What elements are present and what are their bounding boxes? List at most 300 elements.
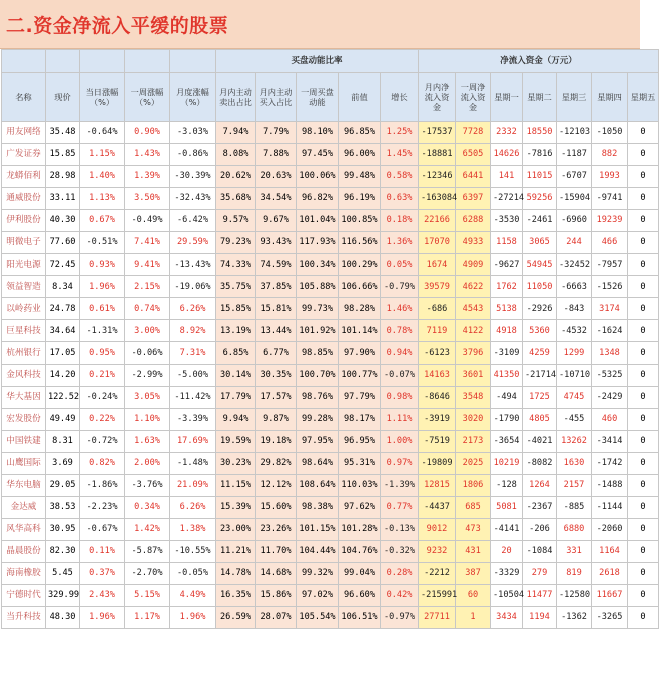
cell-week-change: 3.00% xyxy=(125,320,170,342)
cell-tue: -2926 xyxy=(523,298,557,320)
cell-week-change: -3.76% xyxy=(125,474,170,496)
cell-month-sell: 14.78% xyxy=(216,562,256,584)
table-row xyxy=(2,562,659,584)
cell-mon: 1158 xyxy=(491,232,523,254)
cell-week-buy-power: 100.34% xyxy=(297,254,339,276)
cell-price: 49.49 xyxy=(46,408,80,430)
table-row xyxy=(2,607,659,629)
cell-month-change: 21.09% xyxy=(170,474,216,496)
cell-tue: 54945 xyxy=(523,254,557,276)
cell-month-change: 7.31% xyxy=(170,342,216,364)
table-row xyxy=(2,342,659,364)
cell-thu: 3174 xyxy=(592,298,628,320)
cell-tue: -206 xyxy=(523,518,557,540)
cell-mon: 141 xyxy=(491,166,523,188)
table-row xyxy=(2,122,659,144)
cell-mon: 1762 xyxy=(491,276,523,298)
cell-week-buy-power: 97.95% xyxy=(297,430,339,452)
cell-name: 巨星科技 xyxy=(2,320,46,342)
cell-month-change: -1.48% xyxy=(170,452,216,474)
cell-prev-value: 95.31% xyxy=(339,452,381,474)
cell-month-change: 1.96% xyxy=(170,607,216,629)
cell-month-change: -32.43% xyxy=(170,188,216,210)
cell-fri: 0 xyxy=(628,607,659,629)
table-row xyxy=(2,166,659,188)
cell-mon: 14626 xyxy=(491,144,523,166)
cell-name: 明微电子 xyxy=(2,232,46,254)
cell-name: 当升科技 xyxy=(2,607,46,629)
cell-week-change: 1.17% xyxy=(125,607,170,629)
cell-thu: 1348 xyxy=(592,342,628,364)
cell-name: 华东电脑 xyxy=(2,474,46,496)
cell-thu: 466 xyxy=(592,232,628,254)
cell-name: 晶晨股份 xyxy=(2,540,46,562)
cell-tue: 1264 xyxy=(523,474,557,496)
cell-price: 30.95 xyxy=(46,518,80,540)
cell-month-sell: 9.57% xyxy=(216,210,256,232)
cell-fri: 0 xyxy=(628,276,659,298)
cell-growth: -0.79% xyxy=(381,276,419,298)
cell-name: 山鹰国际 xyxy=(2,452,46,474)
cell-growth: 0.58% xyxy=(381,166,419,188)
cell-prev-value: 96.95% xyxy=(339,430,381,452)
cell-fri: 0 xyxy=(628,474,659,496)
cell-month-sell: 35.75% xyxy=(216,276,256,298)
cell-month-inflow: -3919 xyxy=(419,408,456,430)
cell-month-inflow: 9012 xyxy=(419,518,456,540)
cell-month-sell: 19.59% xyxy=(216,430,256,452)
cell-price: 17.05 xyxy=(46,342,80,364)
cell-thu: -2429 xyxy=(592,386,628,408)
cell-month-inflow: -12346 xyxy=(419,166,456,188)
cell-thu: -1526 xyxy=(592,276,628,298)
cell-month-change: -19.06% xyxy=(170,276,216,298)
cell-month-inflow: -215991 xyxy=(419,584,456,606)
cell-price: 35.48 xyxy=(46,122,80,144)
cell-month-sell: 15.85% xyxy=(216,298,256,320)
cell-thu: -1624 xyxy=(592,320,628,342)
cell-month-change: -0.86% xyxy=(170,144,216,166)
cell-day-change: -0.64% xyxy=(80,122,125,144)
cell-thu: 11667 xyxy=(592,584,628,606)
cell-tue: -4021 xyxy=(523,430,557,452)
cell-month-buy: 13.44% xyxy=(256,320,297,342)
cell-tue: 279 xyxy=(523,562,557,584)
cell-week-change: 5.15% xyxy=(125,584,170,606)
cell-month-buy: 9.87% xyxy=(256,408,297,430)
cell-thu: 2618 xyxy=(592,562,628,584)
cell-day-change: 1.96% xyxy=(80,276,125,298)
cell-month-inflow: 39579 xyxy=(419,276,456,298)
cell-month-inflow: -6123 xyxy=(419,342,456,364)
cell-tue: 18550 xyxy=(523,122,557,144)
cell-tue: 4805 xyxy=(523,408,557,430)
cell-prev-value: 101.14% xyxy=(339,320,381,342)
col-fri: 星期五 xyxy=(628,73,659,122)
cell-fri: 0 xyxy=(628,122,659,144)
cell-week-change: 1.63% xyxy=(125,430,170,452)
cell-fri: 0 xyxy=(628,430,659,452)
cell-thu: -1144 xyxy=(592,496,628,518)
cell-price: 38.53 xyxy=(46,496,80,518)
table-row xyxy=(2,408,659,430)
cell-thu: 19239 xyxy=(592,210,628,232)
cell-week-buy-power: 98.38% xyxy=(297,496,339,518)
cell-week-change: 0.34% xyxy=(125,496,170,518)
header-row-groups xyxy=(2,50,659,73)
cell-week-change: 2.00% xyxy=(125,452,170,474)
cell-day-change: 0.61% xyxy=(80,298,125,320)
cell-month-buy: 12.12% xyxy=(256,474,297,496)
cell-month-buy: 11.70% xyxy=(256,540,297,562)
col-month-buy: 月内主动买入占比 xyxy=(256,73,297,122)
cell-price: 14.20 xyxy=(46,364,80,386)
cell-month-sell: 11.21% xyxy=(216,540,256,562)
cell-month-change: 1.38% xyxy=(170,518,216,540)
cell-month-change: 6.26% xyxy=(170,496,216,518)
cell-price: 77.60 xyxy=(46,232,80,254)
cell-day-change: 1.40% xyxy=(80,166,125,188)
cell-thu: -7957 xyxy=(592,254,628,276)
cell-month-sell: 15.39% xyxy=(216,496,256,518)
cell-week-buy-power: 100.06% xyxy=(297,166,339,188)
cell-prev-value: 100.29% xyxy=(339,254,381,276)
cell-month-change: -30.39% xyxy=(170,166,216,188)
cell-growth: -1.39% xyxy=(381,474,419,496)
cell-month-buy: 30.35% xyxy=(256,364,297,386)
cell-growth: 0.42% xyxy=(381,584,419,606)
cell-wed: -455 xyxy=(557,408,592,430)
stock-table xyxy=(1,49,659,629)
cell-growth: 0.78% xyxy=(381,320,419,342)
cell-month-inflow: 9232 xyxy=(419,540,456,562)
cell-month-sell: 20.62% xyxy=(216,166,256,188)
cell-wed: -6960 xyxy=(557,210,592,232)
cell-wed: -843 xyxy=(557,298,592,320)
cell-mon: 20 xyxy=(491,540,523,562)
cell-week-inflow: 4122 xyxy=(456,320,491,342)
cell-wed: -32452 xyxy=(557,254,592,276)
cell-mon: 5138 xyxy=(491,298,523,320)
cell-month-sell: 35.68% xyxy=(216,188,256,210)
cell-month-buy: 19.18% xyxy=(256,430,297,452)
table-row xyxy=(2,452,659,474)
cell-month-buy: 17.57% xyxy=(256,386,297,408)
cell-month-sell: 9.94% xyxy=(216,408,256,430)
col-wed: 星期三 xyxy=(557,73,592,122)
cell-mon: -10504 xyxy=(491,584,523,606)
cell-tue: 1725 xyxy=(523,386,557,408)
table-row xyxy=(2,496,659,518)
cell-month-inflow: -8646 xyxy=(419,386,456,408)
cell-tue: 4259 xyxy=(523,342,557,364)
cell-wed: 1299 xyxy=(557,342,592,364)
cell-growth: -0.13% xyxy=(381,518,419,540)
cell-tue: -2461 xyxy=(523,210,557,232)
cell-prev-value: 98.17% xyxy=(339,408,381,430)
cell-month-sell: 13.19% xyxy=(216,320,256,342)
cell-prev-value: 99.48% xyxy=(339,166,381,188)
cell-price: 24.78 xyxy=(46,298,80,320)
cell-month-inflow: -7519 xyxy=(419,430,456,452)
cell-wed: -15904 xyxy=(557,188,592,210)
cell-day-change: -0.24% xyxy=(80,386,125,408)
cell-month-buy: 7.79% xyxy=(256,122,297,144)
cell-fri: 0 xyxy=(628,364,659,386)
cell-fri: 0 xyxy=(628,232,659,254)
table-row xyxy=(2,430,659,452)
header-row-columns xyxy=(2,73,659,122)
cell-prev-value: 106.66% xyxy=(339,276,381,298)
cell-week-buy-power: 99.73% xyxy=(297,298,339,320)
cell-month-change: -3.39% xyxy=(170,408,216,430)
cell-prev-value: 100.77% xyxy=(339,364,381,386)
cell-week-change: 1.10% xyxy=(125,408,170,430)
cell-week-inflow: 3020 xyxy=(456,408,491,430)
col-week-buy-power: 一周买盘动能 xyxy=(297,73,339,122)
cell-month-change: 8.92% xyxy=(170,320,216,342)
cell-month-buy: 15.81% xyxy=(256,298,297,320)
cell-month-inflow: 12815 xyxy=(419,474,456,496)
cell-thu: -5325 xyxy=(592,364,628,386)
cell-week-change: -5.87% xyxy=(125,540,170,562)
cell-month-buy: 6.77% xyxy=(256,342,297,364)
cell-fri: 0 xyxy=(628,386,659,408)
cell-price: 122.52 xyxy=(46,386,80,408)
cell-day-change: 2.43% xyxy=(80,584,125,606)
cell-week-buy-power: 98.85% xyxy=(297,342,339,364)
cell-day-change: 0.82% xyxy=(80,452,125,474)
cell-thu: -1050 xyxy=(592,122,628,144)
cell-wed: -12580 xyxy=(557,584,592,606)
cell-growth: 0.94% xyxy=(381,342,419,364)
cell-month-sell: 26.59% xyxy=(216,607,256,629)
cell-month-sell: 7.94% xyxy=(216,122,256,144)
cell-week-change: 1.43% xyxy=(125,144,170,166)
cell-tue: -1084 xyxy=(523,540,557,562)
cell-wed: 2157 xyxy=(557,474,592,496)
cell-week-inflow: 6505 xyxy=(456,144,491,166)
cell-week-buy-power: 98.76% xyxy=(297,386,339,408)
cell-fri: 0 xyxy=(628,342,659,364)
cell-wed: 331 xyxy=(557,540,592,562)
cell-tue: 11477 xyxy=(523,584,557,606)
cell-wed: -1362 xyxy=(557,607,592,629)
cell-month-buy: 74.59% xyxy=(256,254,297,276)
cell-price: 28.98 xyxy=(46,166,80,188)
cell-month-buy: 7.88% xyxy=(256,144,297,166)
cell-prev-value: 100.85% xyxy=(339,210,381,232)
cell-week-inflow: 60 xyxy=(456,584,491,606)
cell-price: 29.05 xyxy=(46,474,80,496)
cell-mon: 5081 xyxy=(491,496,523,518)
cell-price: 5.45 xyxy=(46,562,80,584)
table-row xyxy=(2,298,659,320)
cell-day-change: -0.51% xyxy=(80,232,125,254)
cell-tue: -2367 xyxy=(523,496,557,518)
cell-month-change: -3.03% xyxy=(170,122,216,144)
col-month-sell: 月内主动卖出占比 xyxy=(216,73,256,122)
cell-week-change: 3.05% xyxy=(125,386,170,408)
cell-prev-value: 97.90% xyxy=(339,342,381,364)
cell-name: 中国铁建 xyxy=(2,430,46,452)
cell-day-change: 0.11% xyxy=(80,540,125,562)
cell-growth: 0.97% xyxy=(381,452,419,474)
cell-prev-value: 99.04% xyxy=(339,562,381,584)
cell-price: 82.30 xyxy=(46,540,80,562)
cell-month-change: -10.55% xyxy=(170,540,216,562)
cell-name: 风华高科 xyxy=(2,518,46,540)
cell-day-change: 0.67% xyxy=(80,210,125,232)
cell-month-sell: 23.00% xyxy=(216,518,256,540)
group-ratio-header: 买盘动能比率 xyxy=(216,50,419,73)
cell-name: 阳光电源 xyxy=(2,254,46,276)
cell-fri: 0 xyxy=(628,408,659,430)
cell-price: 34.64 xyxy=(46,320,80,342)
cell-mon: -494 xyxy=(491,386,523,408)
table-row xyxy=(2,320,659,342)
cell-name: 金达威 xyxy=(2,496,46,518)
cell-prev-value: 97.79% xyxy=(339,386,381,408)
cell-day-change: -1.31% xyxy=(80,320,125,342)
cell-month-buy: 15.86% xyxy=(256,584,297,606)
table-row xyxy=(2,210,659,232)
cell-fri: 0 xyxy=(628,298,659,320)
cell-tue: 3065 xyxy=(523,232,557,254)
cell-price: 40.30 xyxy=(46,210,80,232)
cell-prev-value: 116.56% xyxy=(339,232,381,254)
cell-growth: 1.25% xyxy=(381,122,419,144)
cell-prev-value: 110.03% xyxy=(339,474,381,496)
cell-thu: -9741 xyxy=(592,188,628,210)
cell-week-inflow: 7728 xyxy=(456,122,491,144)
cell-tue: 1194 xyxy=(523,607,557,629)
table-row xyxy=(2,584,659,606)
cell-fri: 0 xyxy=(628,254,659,276)
cell-month-change: -0.05% xyxy=(170,562,216,584)
cell-week-inflow: 473 xyxy=(456,518,491,540)
cell-day-change: 1.13% xyxy=(80,188,125,210)
cell-prev-value: 98.28% xyxy=(339,298,381,320)
cell-fri: 0 xyxy=(628,210,659,232)
cell-week-buy-power: 104.44% xyxy=(297,540,339,562)
cell-price: 48.30 xyxy=(46,607,80,629)
cell-month-inflow: 22166 xyxy=(419,210,456,232)
cell-day-change: 0.37% xyxy=(80,562,125,584)
cell-thu: -2060 xyxy=(592,518,628,540)
cell-wed: 6880 xyxy=(557,518,592,540)
cell-fri: 0 xyxy=(628,166,659,188)
cell-month-change: -6.42% xyxy=(170,210,216,232)
cell-month-inflow: 17070 xyxy=(419,232,456,254)
page-title: 二.资金净流入平缓的股票 xyxy=(6,15,229,37)
cell-month-sell: 17.79% xyxy=(216,386,256,408)
cell-month-inflow: -17537 xyxy=(419,122,456,144)
cell-growth: 0.28% xyxy=(381,562,419,584)
cell-fri: 0 xyxy=(628,144,659,166)
cell-mon: -1790 xyxy=(491,408,523,430)
cell-week-inflow: 1806 xyxy=(456,474,491,496)
cell-month-sell: 30.23% xyxy=(216,452,256,474)
cell-week-buy-power: 105.54% xyxy=(297,607,339,629)
cell-week-change: 7.41% xyxy=(125,232,170,254)
cell-week-buy-power: 97.02% xyxy=(297,584,339,606)
cell-prev-value: 96.00% xyxy=(339,144,381,166)
cell-week-buy-power: 100.70% xyxy=(297,364,339,386)
cell-month-inflow: 7119 xyxy=(419,320,456,342)
cell-growth: -0.07% xyxy=(381,364,419,386)
cell-prev-value: 97.62% xyxy=(339,496,381,518)
cell-fri: 0 xyxy=(628,584,659,606)
cell-week-inflow: 685 xyxy=(456,496,491,518)
cell-month-change: -13.43% xyxy=(170,254,216,276)
cell-thu: -1488 xyxy=(592,474,628,496)
cell-growth: 0.98% xyxy=(381,386,419,408)
cell-mon: 4918 xyxy=(491,320,523,342)
cell-name: 金风科技 xyxy=(2,364,46,386)
cell-month-change: 29.59% xyxy=(170,232,216,254)
cell-week-inflow: 2173 xyxy=(456,430,491,452)
cell-price: 3.69 xyxy=(46,452,80,474)
cell-wed: -4532 xyxy=(557,320,592,342)
cell-growth: 1.36% xyxy=(381,232,419,254)
cell-week-inflow: 6397 xyxy=(456,188,491,210)
cell-week-inflow: 387 xyxy=(456,562,491,584)
cell-week-inflow: 3796 xyxy=(456,342,491,364)
col-day-change: 当日涨幅（%） xyxy=(80,73,125,122)
cell-name: 宏发股份 xyxy=(2,408,46,430)
cell-fri: 0 xyxy=(628,320,659,342)
cell-price: 329.99 xyxy=(46,584,80,606)
cell-fri: 0 xyxy=(628,188,659,210)
table-row xyxy=(2,254,659,276)
table-row xyxy=(2,188,659,210)
cell-day-change: 1.15% xyxy=(80,144,125,166)
cell-price: 15.85 xyxy=(46,144,80,166)
cell-wed: 1630 xyxy=(557,452,592,474)
cell-mon: -4141 xyxy=(491,518,523,540)
cell-day-change: -2.23% xyxy=(80,496,125,518)
cell-mon: -3654 xyxy=(491,430,523,452)
cell-growth: 0.18% xyxy=(381,210,419,232)
cell-name: 以岭药业 xyxy=(2,298,46,320)
cell-week-inflow: 1 xyxy=(456,607,491,629)
cell-month-inflow: -163084 xyxy=(419,188,456,210)
cell-name: 用友网络 xyxy=(2,122,46,144)
cell-week-change: 0.90% xyxy=(125,122,170,144)
cell-mon: -3109 xyxy=(491,342,523,364)
cell-prev-value: 96.85% xyxy=(339,122,381,144)
table-row xyxy=(2,518,659,540)
cell-week-inflow: 2025 xyxy=(456,452,491,474)
cell-price: 72.45 xyxy=(46,254,80,276)
cell-thu: 1993 xyxy=(592,166,628,188)
cell-week-inflow: 3548 xyxy=(456,386,491,408)
table-row xyxy=(2,540,659,562)
cell-tue: 59256 xyxy=(523,188,557,210)
cell-prev-value: 106.51% xyxy=(339,607,381,629)
cell-week-inflow: 431 xyxy=(456,540,491,562)
cell-week-buy-power: 117.93% xyxy=(297,232,339,254)
cell-growth: 1.45% xyxy=(381,144,419,166)
cell-name: 领益智造 xyxy=(2,276,46,298)
cell-week-change: -2.99% xyxy=(125,364,170,386)
cell-growth: 0.77% xyxy=(381,496,419,518)
cell-month-inflow: -19809 xyxy=(419,452,456,474)
cell-week-inflow: 4909 xyxy=(456,254,491,276)
col-week-inflow: 一周净流入资金 xyxy=(456,73,491,122)
cell-wed: 4745 xyxy=(557,386,592,408)
